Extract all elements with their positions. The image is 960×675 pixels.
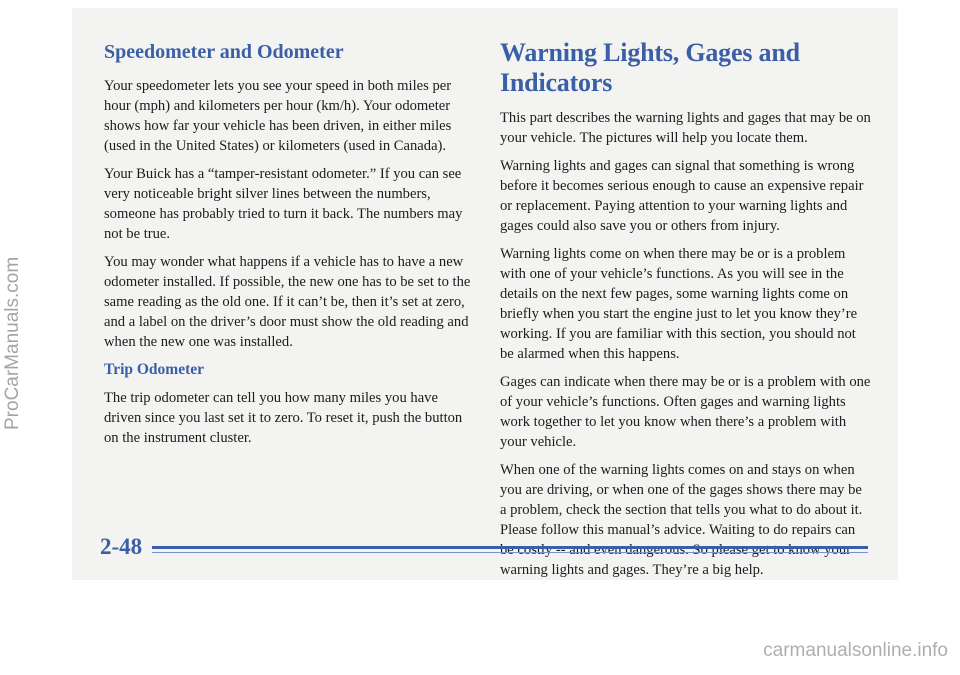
trip-odometer-paragraph: The trip odometer can tell you how many miles you have driven since you last set it to zero. To reset it, push the button on the instrument cluster. (104, 390, 463, 446)
bottom-watermark: carmanualsonline.info (763, 640, 948, 661)
warning-paragraph-3: Warning lights come on when there may be or is a problem with one of your vehicle’s functions. As you will see in the details on the next few pages, some warning lights come on briefly when you start the engine just to let you know they’re working. If you are familiar with this section, you should not be alarmed when this happens. (500, 246, 858, 362)
speedometer-paragraph-3: You may wonder what happens if a vehicle has to have a new odometer installed. If possible, the new one has to be set to the same reading as the old one. If it can’t be, then it’s set at zero, and a label on the driver’s door must show the old reading and when the new one was installed. (104, 254, 471, 350)
speedometer-paragraph-2: Your Buick has a “tamper-resistant odometer.” If you can see very noticeable bright silver lines between the numbers, someone has probably tried to turn it back. The numbers may not be true. (104, 166, 463, 242)
right-column (500, 38, 872, 588)
page-number: 2-48 (100, 534, 143, 559)
speedometer-heading: Speedometer and Odometer (104, 41, 344, 63)
warning-lights-heading: Warning Lights, Gages and Indicators (500, 38, 800, 97)
footer-rule (152, 546, 868, 549)
warning-paragraph-2: Warning lights and gages can signal that something is wrong before it becomes serious enough to cause an expensive repair or replacement. Paying attention to your warning lights and gages could also save you or others from injury. (500, 158, 864, 234)
footer-rule-thin (152, 552, 868, 553)
trip-odometer-heading: Trip Odometer (104, 361, 205, 378)
warning-paragraph-1: This part describes the warning lights and gages that may be on your vehicle. The pictures will help you locate them. (500, 110, 871, 146)
warning-paragraph-4: Gages can indicate when there may be or is a problem with one of your vehicle’s functions. Often gages and warning lights work together to let you know when there’s a problem with your vehicle. (500, 374, 871, 450)
left-column (104, 40, 474, 456)
speedometer-paragraph-1: Your speedometer lets you see your speed in both miles per hour (mph) and kilometers per hour (km/h). Your odometer shows how far your vehicle has been driven, in either miles (used in the United States) or kilometers (used in Canada). (104, 78, 452, 154)
warning-paragraph-5: When one of the warning lights comes on and stays on when you are driving, or when one of the gages shows there may be a problem, check the section that tells you what to do about it. Please follow this manual’s advice. Waiting to do repairs can be costly -- and even dangerous. So please get to know your warning lights and gages. They’re a big help. (500, 462, 863, 578)
side-watermark: ProCarManuals.com (2, 256, 23, 430)
